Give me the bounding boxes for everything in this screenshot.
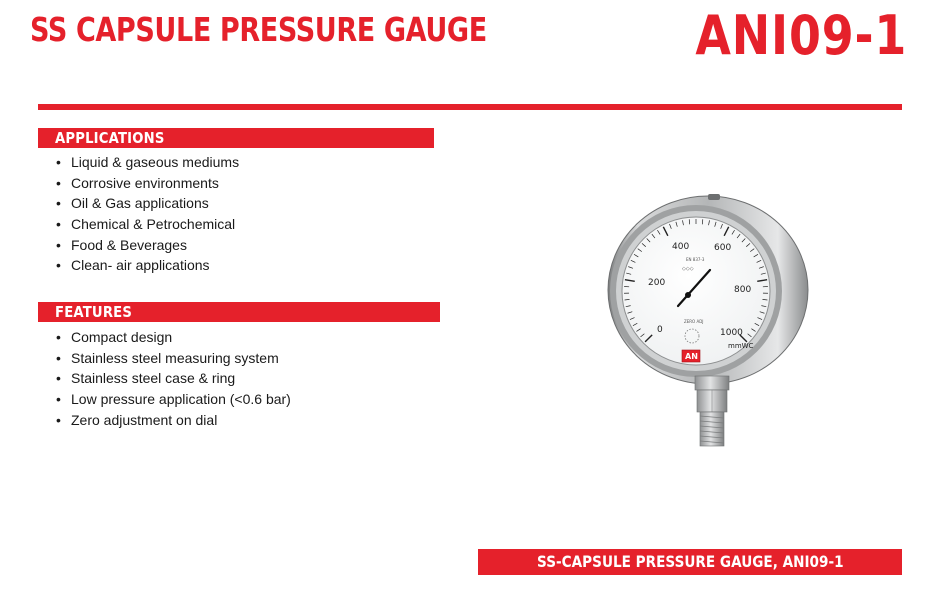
applications-list bbox=[56, 152, 239, 276]
product-caption: SS-CAPSULE PRESSURE GAUGE, ANI09-1 bbox=[536, 552, 844, 571]
tick-label-600: 600 bbox=[714, 243, 732, 253]
bullet-icon: • bbox=[56, 174, 61, 191]
tick-label-1000: 1000 bbox=[720, 328, 743, 338]
svg-text:AN: AN bbox=[685, 352, 698, 361]
list-item: • Liquid & gaseous mediums bbox=[56, 152, 239, 173]
bullet-icon: • bbox=[56, 329, 61, 345]
list-item: • Zero adjustment on dial bbox=[56, 410, 291, 431]
bullet-icon: • bbox=[56, 154, 61, 170]
applications-heading: APPLICATIONS bbox=[55, 129, 165, 147]
svg-text:EN 837-3: EN 837-3 bbox=[686, 257, 705, 262]
page-title: SS CAPSULE PRESSURE GAUGE bbox=[30, 10, 487, 49]
bullet-icon: • bbox=[56, 216, 61, 233]
features-heading: FEATURES bbox=[55, 303, 133, 321]
features-list bbox=[56, 327, 291, 430]
tick-label-800: 800 bbox=[734, 285, 752, 295]
zero-adj-label: ZERO ADJ bbox=[684, 319, 704, 324]
bullet-icon: • bbox=[56, 391, 61, 408]
list-item: • Low pressure application (<0.6 bar) bbox=[56, 389, 291, 410]
list-item: • Compact design bbox=[56, 327, 291, 348]
bullet-icon: • bbox=[56, 236, 61, 253]
list-item: • Stainless steel case & ring bbox=[56, 368, 291, 389]
list-item: • Clean- air applications bbox=[56, 255, 239, 276]
bullet-icon: • bbox=[56, 195, 61, 212]
features-heading-bar bbox=[38, 302, 440, 322]
list-item: • Stainless steel measuring system bbox=[56, 348, 291, 369]
tick-label-200: 200 bbox=[648, 278, 666, 288]
svg-text:◇◇◇: ◇◇◇ bbox=[682, 266, 694, 272]
unit-label: mmWC bbox=[728, 342, 754, 350]
bullet-icon: • bbox=[56, 370, 61, 387]
tick-label-400: 400 bbox=[672, 242, 690, 252]
needle-hub bbox=[685, 292, 691, 298]
model-number: ANI09-1 bbox=[695, 4, 907, 67]
gauge-socket bbox=[695, 376, 729, 390]
list-item: • Corrosive environments bbox=[56, 173, 239, 194]
list-item: • Food & Beverages bbox=[56, 235, 239, 256]
tick-label-0: 0 bbox=[657, 325, 663, 335]
bullet-icon: • bbox=[56, 411, 61, 428]
applications-heading-bar bbox=[38, 128, 434, 148]
bullet-icon: • bbox=[56, 257, 61, 274]
header-divider bbox=[38, 104, 902, 110]
bullet-icon: • bbox=[56, 349, 61, 366]
gauge-illustration bbox=[600, 188, 810, 453]
list-item: • Oil & Gas applications bbox=[56, 193, 239, 214]
pressure-gauge-image bbox=[600, 188, 810, 453]
list-item: • Chemical & Petrochemical bbox=[56, 214, 239, 235]
product-caption-bar bbox=[478, 549, 902, 575]
